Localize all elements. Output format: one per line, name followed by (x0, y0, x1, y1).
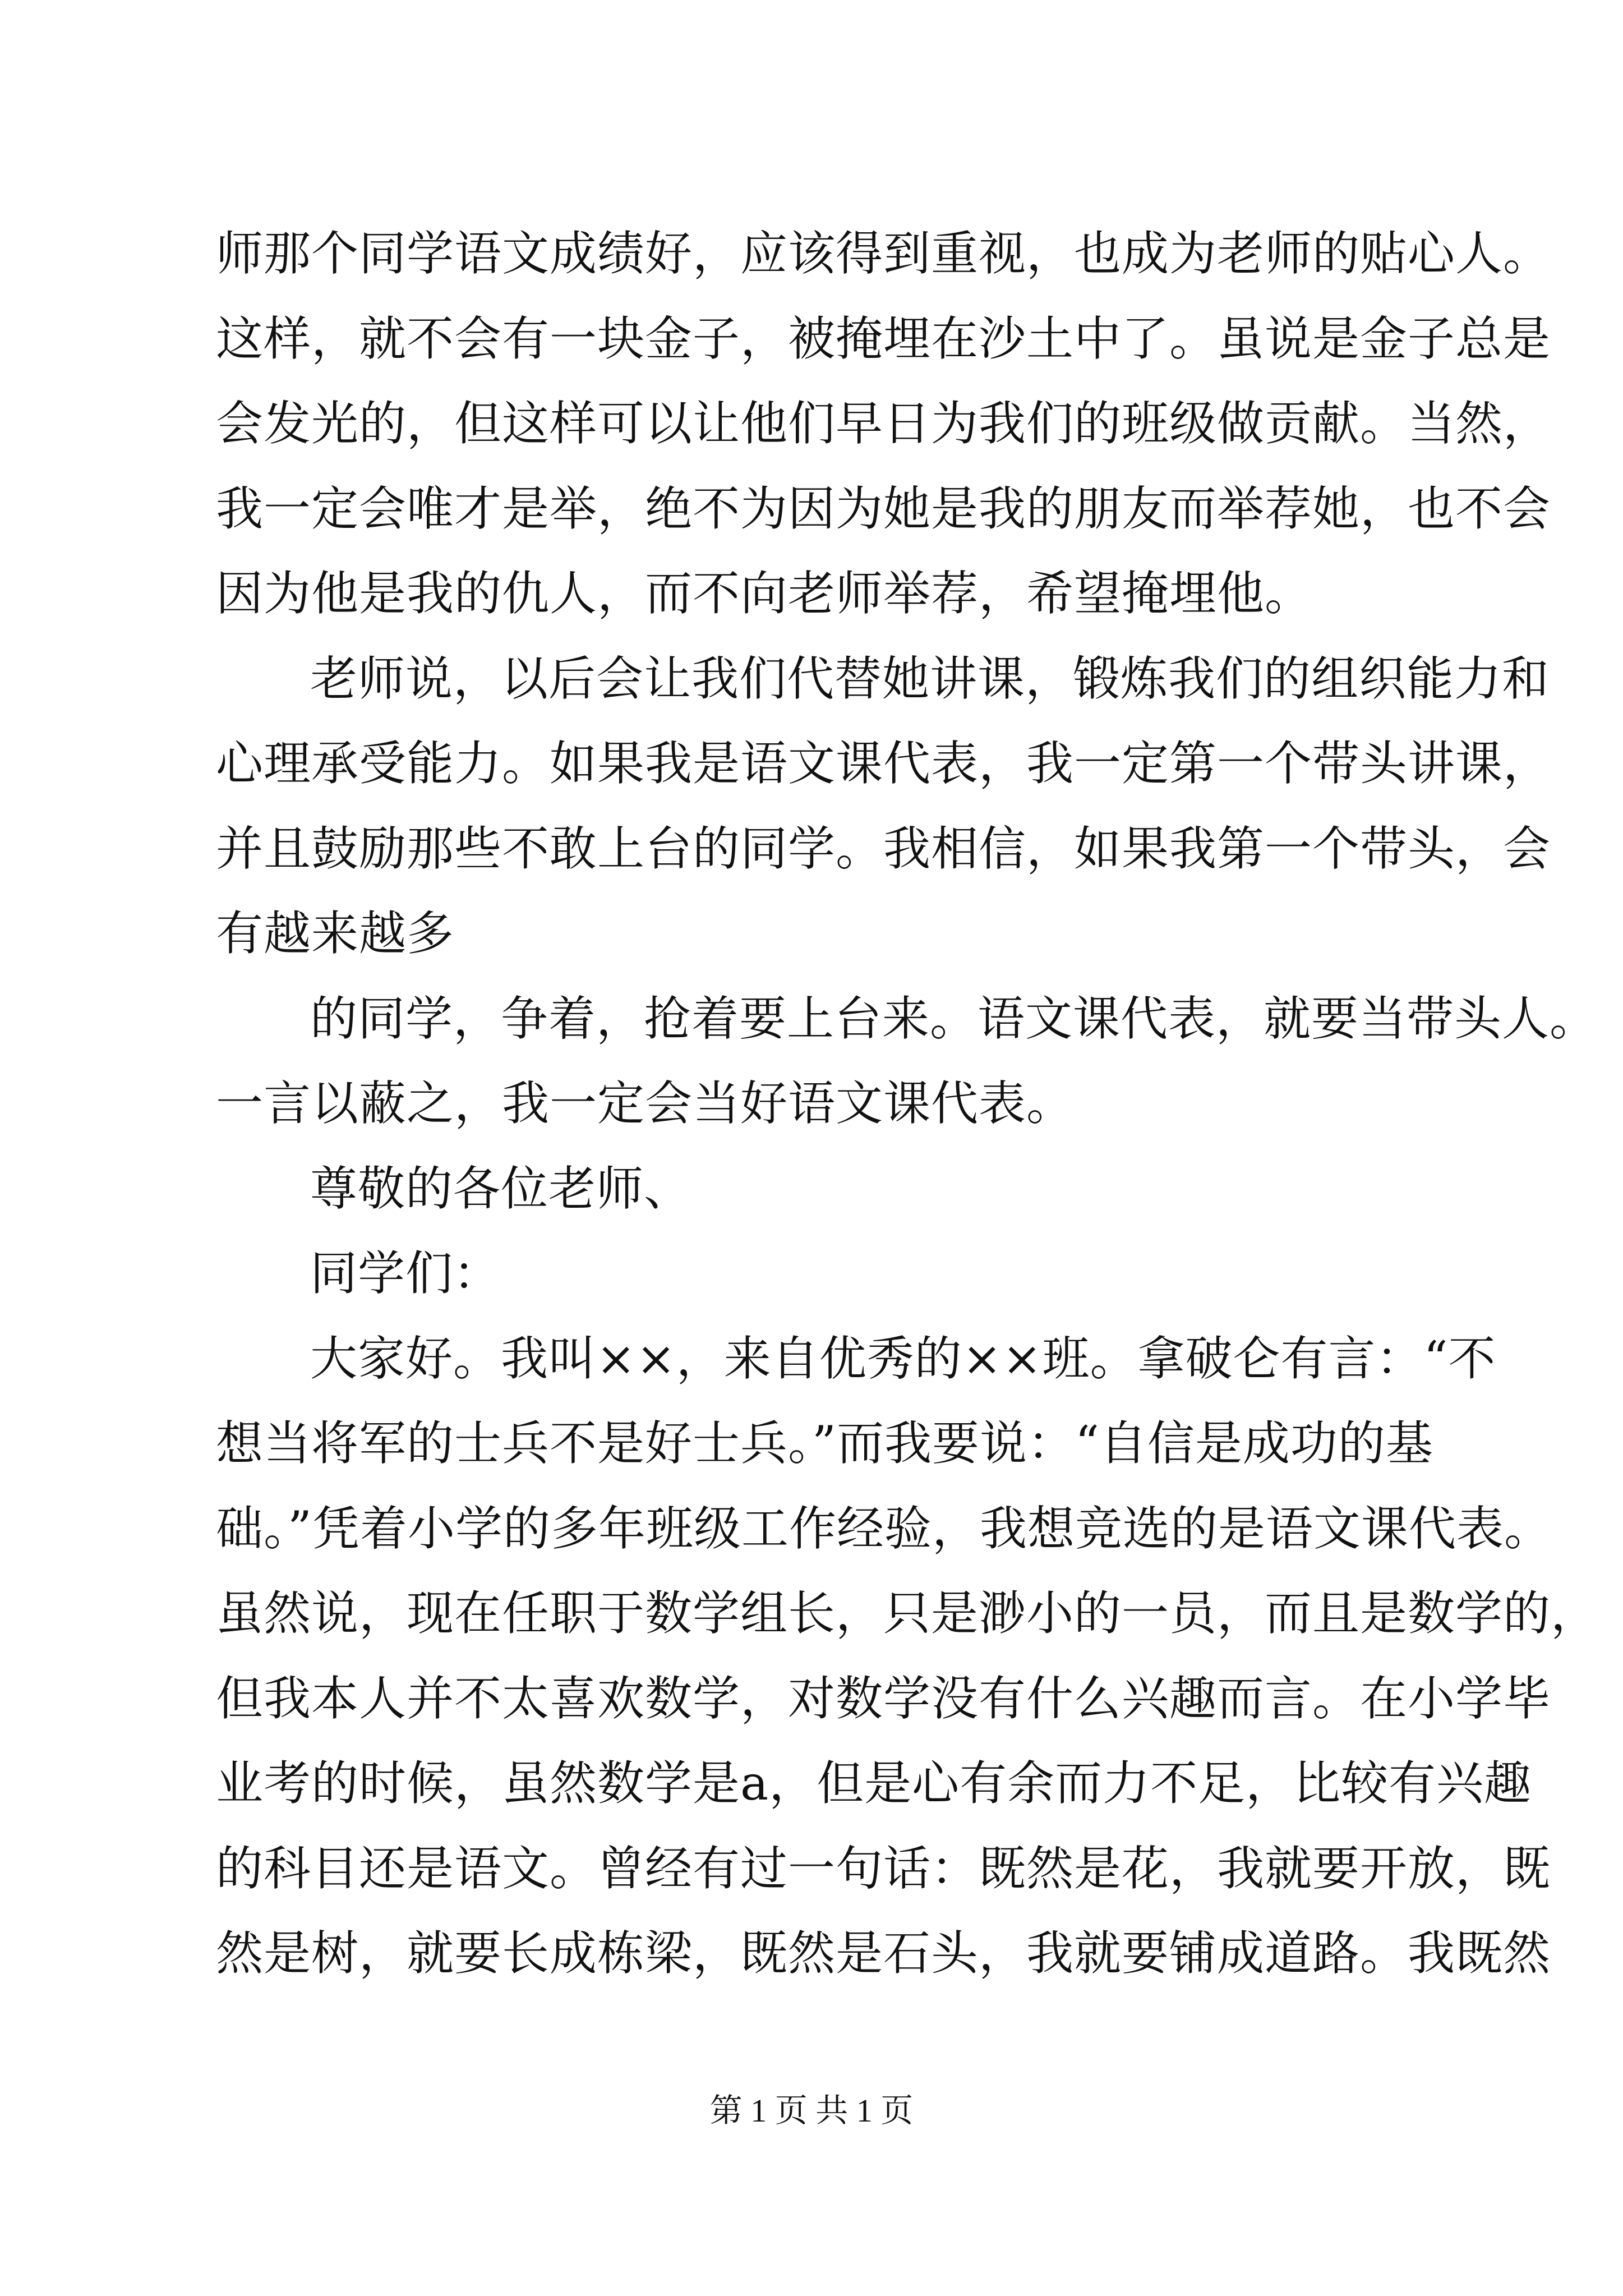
text-line: 尊敬的各位老师、 (310, 1161, 692, 1216)
text-line: 想当将军的士兵不是好士兵。”而我要说：“自信是成功的基 (216, 1416, 1433, 1471)
document-body (216, 226, 1599, 2010)
text-line: 一言以蔽之，我一定会当好语文课代表。 (216, 1076, 1075, 1131)
text-line: 大家好。我叫××，来自优秀的××班。拿破仑有言：“不 (310, 1331, 1496, 1386)
text-line: 业考的时候，虽然数学是a，但是心有余而力不足，比较有兴趣 (216, 1756, 1532, 1811)
text-line: 师那个同学语文成绩好，应该得到重视，也成为老师的贴心人。 (216, 226, 1551, 281)
text-line: 这样，就不会有一块金子，被掩埋在沙土中了。虽说是金子总是 (216, 311, 1551, 366)
text-line: 心理承受能力。如果我是语文课代表，我一定第一个带头讲课， (216, 736, 1551, 791)
text-line: 有越来越多 (216, 906, 455, 961)
text-line: 虽然说，现在任职于数学组长，只是渺小的一员，而且是数学的， (216, 1586, 1599, 1641)
text-line: 我一定会唯才是举，绝不为因为她是我的朋友而举荐她，也不会 (216, 481, 1551, 536)
text-line: 然是树，就要长成栋梁，既然是石头，我就要铺成道路。我既然 (216, 1926, 1551, 1981)
text-line: 的科目还是语文。曾经有过一句话：既然是花，我就要开放，既 (216, 1841, 1551, 1896)
text-line: 但我本人并不太喜欢数学，对数学没有什么兴趣而言。在小学毕 (216, 1671, 1551, 1726)
text-line: 老师说，以后会让我们代替她讲课，锻炼我们的组织能力和 (310, 651, 1550, 706)
text-line: 的同学，争着，抢着要上台来。语文课代表，就要当带头人。 (310, 991, 1598, 1046)
page-number-footer: 第 1 页 共 1 页 (709, 2092, 914, 2129)
text-line: 同学们： (310, 1246, 501, 1301)
text-line: 础。”凭着小学的多年班级工作经验，我想竞选的是语文课代表。 (216, 1501, 1552, 1556)
text-line: 因为他是我的仇人，而不向老师举荐，希望掩埋他。 (216, 566, 1313, 621)
text-line: 会发光的，但这样可以让他们早日为我们的班级做贡献。当然， (216, 396, 1551, 451)
text-line: 并且鼓励那些不敢上台的同学。我相信，如果我第一个带头，会 (216, 821, 1551, 876)
